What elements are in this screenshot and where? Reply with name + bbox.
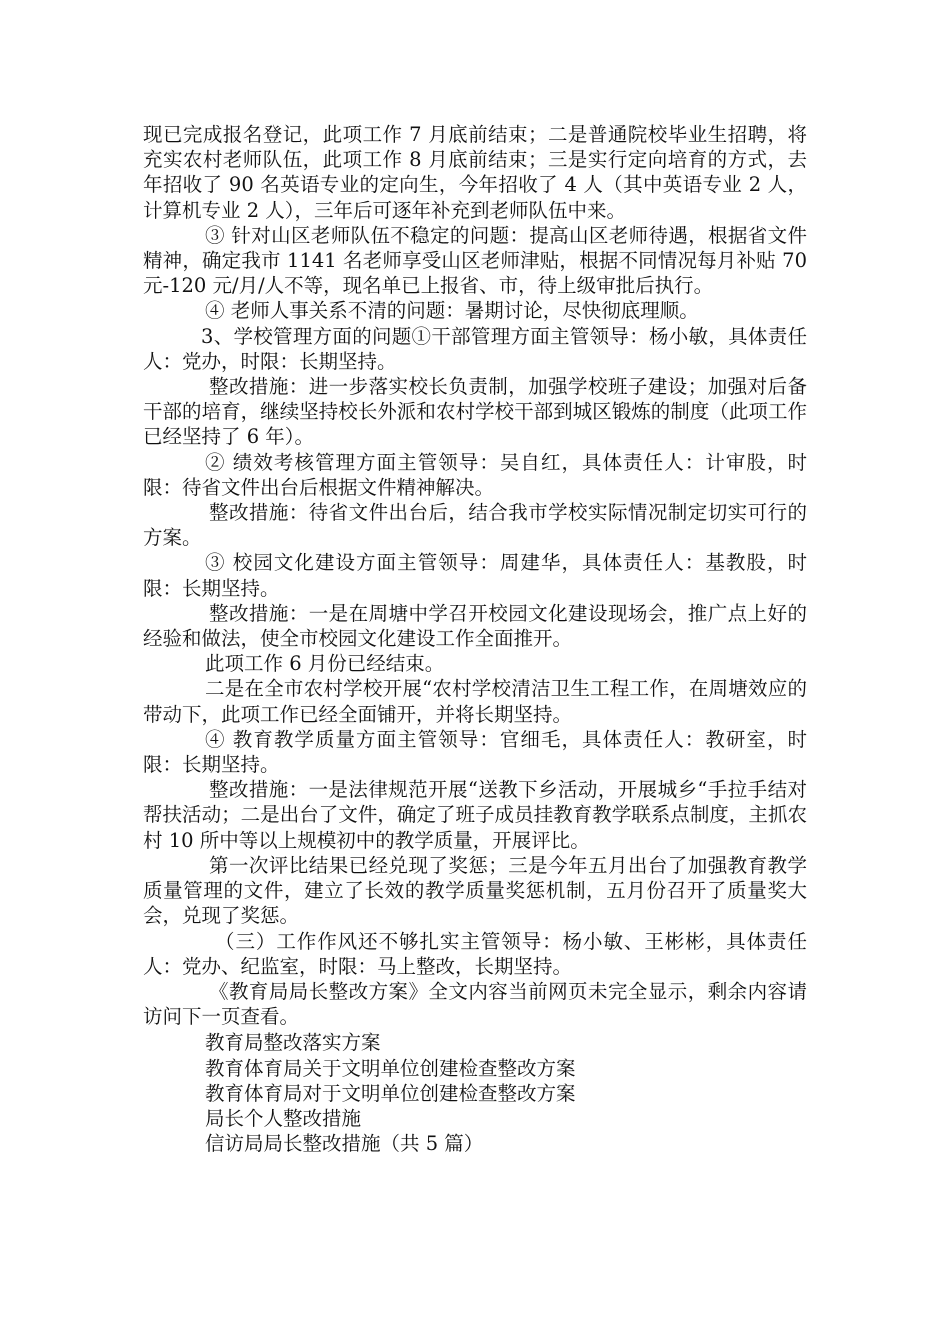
paragraph: ④ 教育教学质量方面主管领导：官细毛，具体责任人：教研室，时限：长期坚持。	[143, 727, 807, 777]
paragraph: ② 绩效考核管理方面主管领导：吴自红，具体责任人：计审股，时限：待省文件出台后根据文件精神解决。	[143, 450, 807, 499]
continue-notice: 《教育局局长整改方案》全文内容当前网页未完全显示，剩余内容请访问下一页查看。	[143, 979, 807, 1029]
paragraph: 整改措施：一是法律规范开展“送教下乡活动，开展城乡“手拉手结对帮扶活动；二是出台了文件，确定了班子成员挂教育教学联系点制度，主抓农村 10 所中等以上规模初中的教学质量，开展评比。	[143, 778, 807, 852]
related-link[interactable]: 局长个人整改措施	[205, 1106, 362, 1130]
paragraph: 整改措施：一是在周塘中学召开校园文化建设现场会，推广点上好的经验和做法，使全市校园文化建设工作全面推开。	[143, 601, 807, 651]
paragraph: ③ 校园文化建设方面主管领导：周建华，具体责任人：基教股，时限：长期坚持。	[143, 551, 807, 600]
paragraph: 第一次评比结果已经兑现了奖惩；三是今年五月出台了加强教育教学质量管理的文件，建立了长效的教学质量奖惩机制，五月份召开了质量奖大会，兑现了奖惩。	[143, 853, 807, 928]
paragraph: 现已完成报名登记，此项工作 7 月底前结束；二是普通院校毕业生招聘，将充实农村老师队伍，此项工作 8 月底前结束；三是实行定向培育的方式，去年招收了 90 名英语专业的定向生，今年招收了 4 人（其中英语专业 2 人，计算机专业 2 人），三年后可逐年补充到老师队伍中来。	[143, 123, 807, 222]
paragraph: 整改措施：进一步落实校长负责制，加强学校班子建设；加强对后备干部的培育，继续坚持校长外派和农村学校干部到城区锻炼的制度（此项工作已经坚持了 6 年）。	[143, 375, 807, 449]
paragraph: （三）工作作风还不够扎实主管领导：杨小敏、王彬彬，具体责任人：党办、纪监室，时限：马上整改，长期坚持。	[143, 929, 807, 978]
paragraph: 整改措施：待省文件出台后，结合我市学校实际情况制定切实可行的方案。	[143, 501, 807, 550]
related-link[interactable]: 教育体育局对于文明单位创建检查整改方案	[205, 1081, 576, 1105]
related-link[interactable]: 教育体育局关于文明单位创建检查整改方案	[205, 1056, 576, 1080]
paragraph: ④ 老师人事关系不清的问题：暑期讨论，尽快彻底理顺。	[205, 299, 699, 323]
paragraph: 此项工作 6 月份已经结束。	[205, 652, 445, 676]
paragraph: 3、学校管理方面的问题①干部管理方面主管领导：杨小敏，具体责任人：党办，时限：长期坚持。	[143, 324, 807, 373]
paragraph: 二是在全市农村学校开展“农村学校清洁卫生工程工作，在周塘效应的带动下，此项工作已经全面铺开，并将长期坚持。	[143, 677, 807, 726]
related-link[interactable]: 教育局整改落实方案	[205, 1031, 381, 1055]
document-body	[143, 122, 807, 1156]
paragraph: ③ 针对山区老师队伍不稳定的问题：提高山区老师待遇，根据省文件精神，确定我市 1141 名老师享受山区老师津贴，根据不同情况每月补贴 70 元-120 元/月/人不等，现名单已上报省、市，待上级审批后执行。	[143, 223, 807, 298]
related-link[interactable]: 信访局局长整改措施（共 5 篇）	[205, 1132, 484, 1156]
related-links	[143, 1030, 807, 1156]
